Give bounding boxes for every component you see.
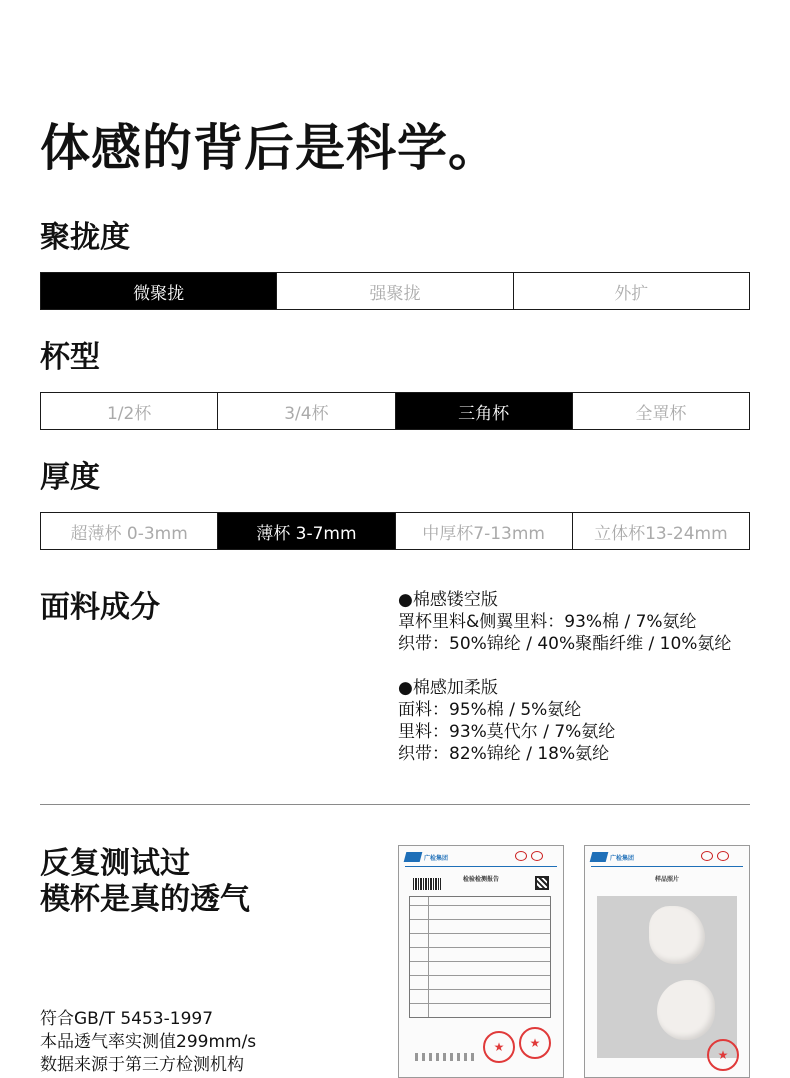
cert-mark-icon [531, 851, 543, 861]
brand-name: 广检集团 [610, 854, 635, 862]
cert-mark-icon [717, 851, 729, 861]
testing-standard: 符合GB/T 5453-1997 [40, 1009, 214, 1029]
fabric-line: 织带：50%锦纶 / 40%聚酯纤维 / 10%氨纶 [398, 634, 732, 654]
fabric-version-soft [398, 677, 731, 765]
sample-photo [597, 896, 737, 1058]
cup-type-option-triangle[interactable]: 三角杯 [396, 393, 573, 429]
brand-logo [405, 852, 448, 862]
signature [415, 1053, 475, 1061]
page-title: 体感的背后是科学。 [40, 119, 499, 177]
thickness-heading: 厚度 [40, 460, 100, 495]
fabric-line: 织带：82%锦纶 / 18%氨纶 [398, 744, 610, 764]
testing-value: 本品透气率实测值299mm/s [40, 1032, 257, 1052]
qr-code-icon [535, 876, 549, 890]
official-seal-icon [483, 1031, 515, 1063]
brand-logo [591, 852, 634, 862]
header-rule [405, 866, 557, 867]
thickness-option-ultra-thin[interactable]: 超薄杯 0-3mm [41, 513, 218, 549]
section-divider [40, 804, 750, 805]
fabric-line: 面料：95%棉 / 5%氨纶 [398, 700, 582, 720]
brand-name: 广检集团 [424, 854, 449, 862]
fabric-line: 里料：93%莫代尔 / 7%氨纶 [398, 722, 616, 742]
push-up-heading: 聚拢度 [40, 220, 130, 255]
push-up-option-outward[interactable]: 外扩 [614, 283, 649, 304]
bra-cup [649, 906, 705, 964]
testing-details [40, 1008, 256, 1077]
header-rule [591, 866, 743, 867]
testing-source: 数据来源于第三方检测机构 [40, 1055, 244, 1075]
bra-cup [657, 980, 715, 1040]
fabric-line: 罩杯里料&侧翼里料：93%棉 / 7%氨纶 [398, 612, 697, 632]
fabric-version-name: ●棉感镂空版 [398, 590, 498, 610]
push-up-option-micro[interactable]: 微聚拢 [41, 273, 277, 309]
report-title: 检验检测报告 [462, 876, 499, 883]
push-up-option-strong[interactable]: 强聚拢 [277, 273, 513, 309]
cup-type-heading: 杯型 [40, 340, 100, 375]
thickness-option-medium[interactable]: 中厚杯7-13mm [396, 513, 573, 549]
test-report-image [398, 845, 564, 1078]
thickness-option-3d[interactable]: 立体杯13-24mm [594, 523, 728, 544]
sample-photo-image [584, 845, 750, 1078]
testing-heading [40, 846, 250, 918]
official-seal-icon [519, 1027, 551, 1059]
thickness-option-thin[interactable]: 薄杯 3-7mm [218, 513, 395, 549]
fabric-heading: 面料成分 [40, 590, 160, 625]
official-seal-icon [707, 1039, 739, 1071]
photo-title: 样品照片 [654, 876, 679, 883]
brand-icon [404, 852, 423, 862]
cup-type-option-full[interactable]: 全罩杯 [635, 403, 687, 424]
cert-mark-icon [701, 851, 713, 861]
thickness-selector [40, 512, 750, 550]
fabric-version-hollow [398, 589, 731, 655]
cert-mark-icon [515, 851, 527, 861]
brand-icon [590, 852, 609, 862]
testing-heading-line2: 模杯是真的透气 [40, 882, 250, 917]
testing-heading-line1: 反复测试过 [40, 846, 190, 881]
push-up-selector [40, 272, 750, 310]
fabric-version-name: ●棉感加柔版 [398, 678, 498, 698]
report-table [409, 896, 551, 1018]
cup-type-option-half[interactable]: 1/2杯 [41, 393, 218, 429]
cup-type-selector [40, 392, 750, 430]
fabric-composition [398, 589, 731, 787]
barcode-icon [413, 878, 441, 890]
cup-type-option-three-quarter[interactable]: 3/4杯 [218, 393, 395, 429]
